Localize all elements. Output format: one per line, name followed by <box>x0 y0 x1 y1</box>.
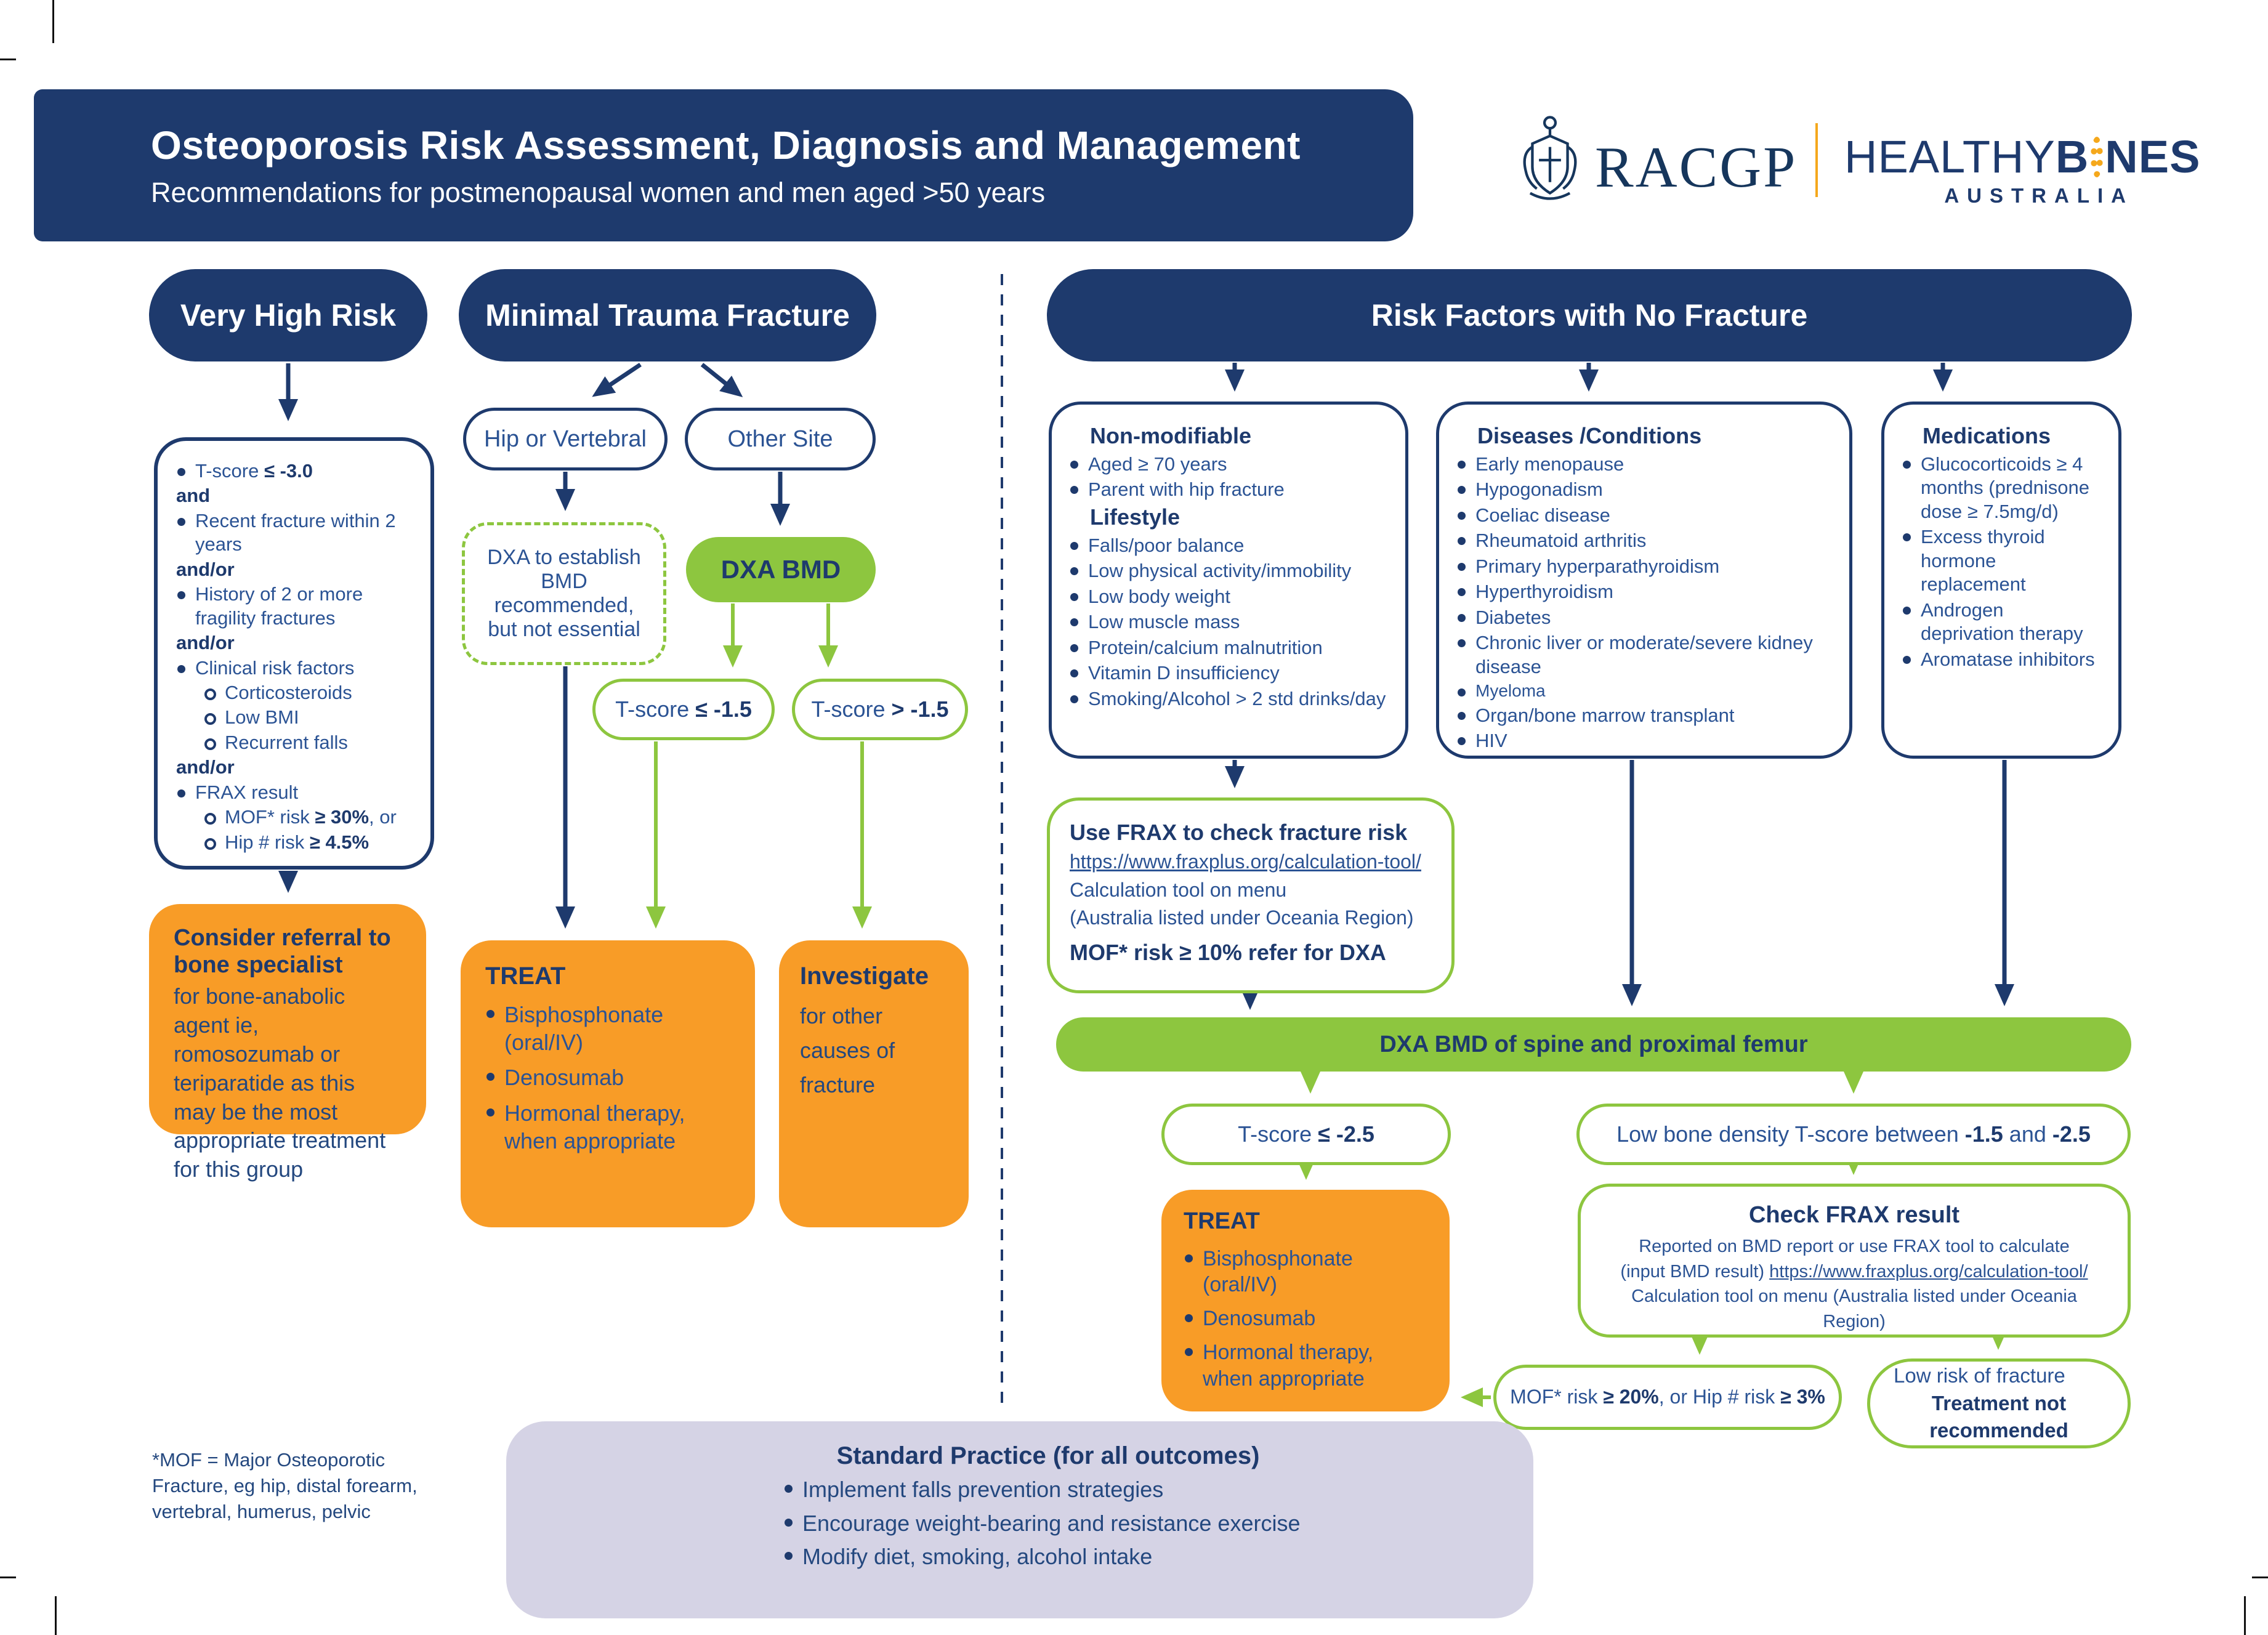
crop-mark <box>0 59 16 60</box>
dxa-note-text: DXA to establish BMD recommended, but not essential <box>487 546 641 641</box>
criteria-item: Clinical risk factors <box>176 656 412 680</box>
referral-title: Consider referral to bone specialist <box>174 925 391 978</box>
medications-heading: Medications <box>1923 423 2051 448</box>
non-modifiable-heading: Non-modifiable <box>1090 423 1251 448</box>
diseases-box <box>1436 402 1852 759</box>
very-high-risk-criteria-box <box>154 437 434 870</box>
treat-box-risk-factors <box>1161 1190 1450 1411</box>
dxa-bmd-label: DXA BMD <box>720 555 841 584</box>
list-item: Parent with hip fracture <box>1069 478 1388 501</box>
investigate-body: for other causes of fracture <box>800 1003 895 1097</box>
criteria-item: Recent fracture within 2 years <box>176 509 412 557</box>
list-item: Hypogonadism <box>1456 478 1832 501</box>
frax-title: Use FRAX to check fracture risk <box>1070 820 1408 845</box>
minimal-trauma-header <box>459 269 876 361</box>
list-item: Aged ≥ 70 years <box>1069 453 1388 476</box>
tscore-le-2-5-pill: T-score ≤ -2.5 <box>1161 1104 1451 1165</box>
list-item: Modify diet, smoking, alcohol intake <box>783 1543 1496 1571</box>
list-item: Rheumatoid arthritis <box>1456 529 1832 552</box>
page-title: Osteoporosis Risk Assessment, Diagnosis and Management <box>151 123 1301 168</box>
connector-label: and/or <box>176 756 235 778</box>
logo-divider <box>1815 123 1818 197</box>
frax-check-box <box>1047 797 1455 993</box>
low-risk-pill <box>1867 1358 2131 1448</box>
frax-link[interactable]: https://www.fraxplus.org/calculation-tool/ <box>1070 850 1421 873</box>
racgp-wordmark: RACGP <box>1595 135 1798 200</box>
criteria-item: FRAX result <box>176 781 412 804</box>
dxa-bar <box>1056 1017 2131 1072</box>
list-item: Organ/bone marrow transplant <box>1456 704 1832 727</box>
list-item: Glucocorticoids ≥ 4 months (prednisone dose ≥ 7.5mg/d) <box>1902 453 2101 523</box>
mof-20-pill: MOF* risk ≥ 20%, or Hip # risk ≥ 3% <box>1493 1365 1842 1430</box>
lifestyle-list <box>1069 534 1388 711</box>
list-item: Denosumab <box>485 1064 730 1092</box>
list-item: Low physical activity/immobility <box>1069 559 1388 583</box>
check-frax-result-box <box>1578 1184 2131 1338</box>
criteria-item: Recurrent falls <box>176 731 412 754</box>
crop-mark <box>0 1576 16 1578</box>
healthy-bones-wordmark <box>1844 131 2201 183</box>
check-frax-line3: Calculation tool on menu (Australia listed under Oceania Region) <box>1631 1286 2077 1331</box>
medications-list <box>1902 453 2101 671</box>
low-bone-density-pill: Low bone density T-score between -1.5 and -2.5 <box>1576 1104 2131 1165</box>
hip-vertebral-pill <box>463 408 668 470</box>
connector-label: and <box>176 485 211 507</box>
medications-box <box>1881 402 2121 759</box>
list-item: Diabetes <box>1456 606 1832 629</box>
bones-nes-text: NES <box>2105 131 2201 182</box>
list-item: Excess thyroid hormone replacement <box>1902 525 2101 596</box>
treat-list <box>485 1001 730 1155</box>
standard-practice-list <box>783 1476 1496 1571</box>
very-high-risk-header <box>149 269 427 361</box>
connector-label: and/or <box>176 558 235 580</box>
criteria-item: T-score ≤ -3.0 <box>176 459 412 483</box>
investigate-title: Investigate <box>800 963 929 990</box>
investigate-box <box>779 940 969 1227</box>
referral-body: for bone-anabolic agent ie, romosozumab or teriparatide as this may be the most appropriate treatment for this group <box>174 983 386 1182</box>
non-modifiable-list <box>1069 453 1388 502</box>
list-item: Vitamin D insufficiency <box>1069 661 1388 685</box>
check-frax-line2[interactable]: (input BMD result) https://www.fraxplus.org/calculation-tool/ <box>1620 1261 2088 1282</box>
diseases-heading: Diseases /Conditions <box>1477 423 1702 448</box>
healthy-text: HEALTHY <box>1844 131 2056 182</box>
criteria-item: Corticosteroids <box>176 681 412 704</box>
treat-list <box>1184 1246 1427 1392</box>
racgp-logo <box>1516 114 1584 206</box>
treat-title: TREAT <box>1184 1208 1260 1234</box>
healthy-bones-logo <box>1844 131 2201 208</box>
criteria-item: MOF* risk ≥ 30%, or <box>176 805 412 829</box>
list-item: Aromatase inhibitors <box>1902 648 2101 671</box>
list-item: Early menopause <box>1456 453 1832 476</box>
crop-mark <box>2252 1576 2268 1578</box>
list-item: Protein/calcium malnutrition <box>1069 636 1388 660</box>
other-site-pill <box>685 408 876 470</box>
australia-text: AUSTRALIA <box>1944 184 2134 207</box>
frax-line2: (Australia listed under Oceania Region) <box>1070 906 1414 929</box>
minimal-trauma-title: Minimal Trauma Fracture <box>485 298 850 333</box>
list-item: Low body weight <box>1069 585 1388 608</box>
header-banner <box>34 89 1413 241</box>
tscore-le-1-5-pill: T-score ≤ -1.5 <box>592 679 775 740</box>
tscore-gt-1-5-pill: T-score > -1.5 <box>792 679 968 740</box>
list-item: Hormonal therapy, when appropriate <box>485 1100 730 1155</box>
racgp-crest-icon <box>1516 114 1584 206</box>
other-site-label: Other Site <box>727 426 833 452</box>
list-item: Primary hyperparathyroidism <box>1456 555 1832 578</box>
hip-vertebral-label: Hip or Vertebral <box>483 426 647 452</box>
risk-factors-title: Risk Factors with No Fracture <box>1371 298 1808 333</box>
crop-mark <box>2244 1596 2246 1635</box>
list-item: Encourage weight-bearing and resistance exercise <box>783 1510 1496 1538</box>
list-item: Low muscle mass <box>1069 610 1388 634</box>
list-item: Denosumab <box>1184 1306 1427 1331</box>
frax-line1: Calculation tool on menu <box>1070 878 1287 901</box>
list-item: Smoking/Alcohol > 2 std drinks/day <box>1069 687 1388 711</box>
standard-practice-title: Standard Practice (for all outcomes) <box>836 1442 1260 1469</box>
dotted-o-icon <box>2091 137 2103 177</box>
crop-mark <box>52 0 54 43</box>
crop-mark <box>55 1596 57 1635</box>
low-risk-line1: Low risk of fracture <box>1894 1364 2065 1387</box>
risk-factors-header <box>1047 269 2132 361</box>
bones-b-text: B <box>2055 131 2089 182</box>
list-item: Hormonal therapy, when appropriate <box>1184 1339 1427 1391</box>
very-high-risk-title: Very High Risk <box>180 298 397 333</box>
treat-title: TREAT <box>485 963 566 990</box>
list-item: Bisphosphonate (oral/IV) <box>485 1001 730 1056</box>
criteria-item: Hip # risk ≥ 4.5% <box>176 831 412 854</box>
list-item: Chronic liver or moderate/severe kidney disease <box>1456 631 1832 679</box>
treat-box-fracture <box>461 940 755 1227</box>
frax-mof-threshold: MOF* risk ≥ 10% refer for DXA <box>1070 940 1386 966</box>
criteria-item: Low BMI <box>176 706 412 729</box>
dxa-bmd-pill <box>686 537 876 602</box>
low-risk-line2: Treatment not recommended <box>1929 1391 2068 1442</box>
mof-footnote: *MOF = Major Osteoporotic Fracture, eg hip, distal forearm, vertebral, humerus, pelvic <box>152 1449 418 1522</box>
list-item: Falls/poor balance <box>1069 534 1388 557</box>
list-item: Bisphosphonate (oral/IV) <box>1184 1246 1427 1298</box>
lifestyle-heading: Lifestyle <box>1090 504 1180 530</box>
list-item: HIV <box>1456 729 1832 753</box>
standard-practice-box <box>506 1421 1533 1618</box>
list-item: Myeloma <box>1456 680 1832 702</box>
check-frax-title: Check FRAX result <box>1748 1202 1960 1228</box>
check-frax-line1: Reported on BMD report or use FRAX tool to calculate <box>1639 1237 2070 1257</box>
dxa-note-box <box>462 522 666 665</box>
list-item: Coeliac disease <box>1456 504 1832 527</box>
list-item: Androgen deprivation therapy <box>1902 599 2101 646</box>
referral-box <box>149 904 426 1182</box>
criteria-item: History of 2 or more fragility fractures <box>176 583 412 630</box>
page-subtitle: Recommendations for postmenopausal women and men aged >50 years <box>151 176 1046 208</box>
connector-label: and/or <box>176 632 235 654</box>
diseases-list <box>1456 453 1832 753</box>
list-item: Implement falls prevention strategies <box>783 1476 1496 1504</box>
non-modifiable-box <box>1049 402 1408 759</box>
list-item: Hyperthyroidism <box>1456 580 1832 604</box>
dxa-bar-label: DXA BMD of spine and proximal femur <box>1379 1031 1808 1057</box>
